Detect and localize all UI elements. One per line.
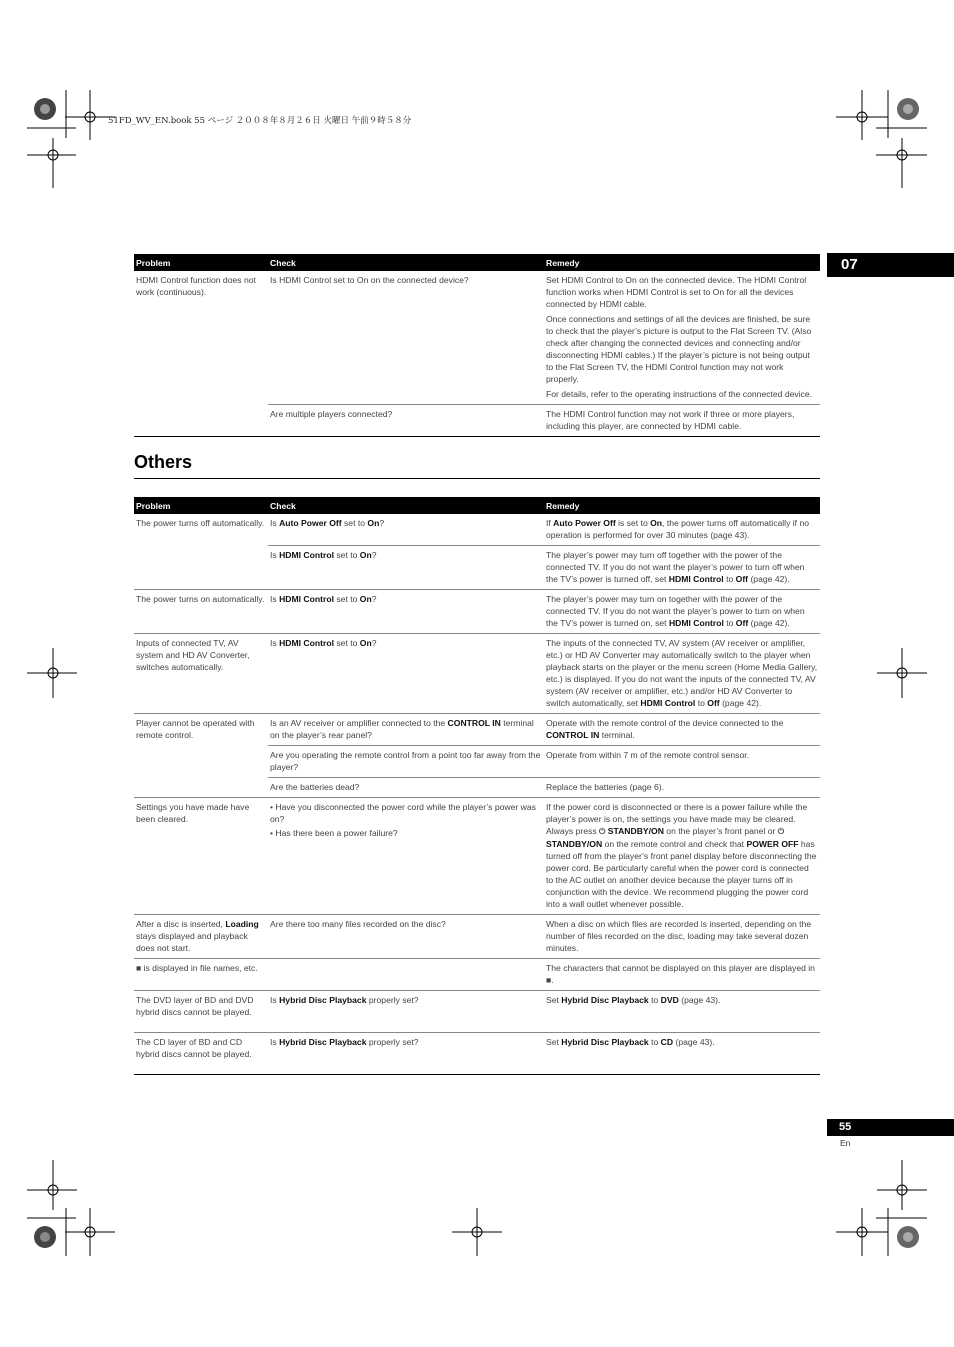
table-row (134, 1033, 820, 1075)
table-row (134, 798, 820, 915)
check-cell: Is Auto Power Off set to On? (268, 514, 544, 546)
remedy-cell: Replace the batteries (page 6). (544, 778, 820, 798)
check-cell: Are the batteries dead? (268, 778, 544, 798)
header-problem: Problem (134, 254, 268, 271)
problem-cell: HDMI Control function does not work (continuous). (134, 271, 268, 437)
remedy-cell: When a disc on which files are recorded is inserted, depending on the number of files recorded on the disc, loading may take several dozen minutes. (544, 915, 820, 959)
remedy-cell: Set Hybrid Disc Playback to DVD (page 43). (544, 991, 820, 1033)
check-cell: Is Hybrid Disc Playback properly set? (268, 1033, 544, 1075)
problem-cell: Player cannot be operated with remote control. (134, 714, 268, 798)
check-cell: Is an AV receiver or amplifier connected to the CONTROL IN terminal on the player’s rear panel? (268, 714, 544, 746)
remedy-cell (544, 271, 820, 405)
check-cell: Is HDMI Control set to On on the connected device? (268, 271, 544, 405)
section-divider (134, 478, 820, 479)
section-title: Others (134, 452, 193, 472)
header-remedy: Remedy (544, 497, 820, 514)
table-row (134, 514, 820, 546)
table-row (134, 590, 820, 634)
remedy-cell: If Auto Power Off is set to On, the power turns off automatically if no operation is performed for over 30 minutes (page 43). (544, 514, 820, 546)
remedy-cell: The inputs of the connected TV, AV system (AV receiver or amplifier, etc.) or HD AV Converter may automatically switch to the player when playback starts on the player or the menu screen (Home Media Gallery, etc.) is displayed. If you do not want the inputs of the connected TV, AV system (AV receiver or amplifier, etc.) and/or HD AV Converter to switch automatically, set HDMI Control to Off (page 42). (544, 634, 820, 714)
header-remedy: Remedy (544, 254, 820, 271)
remedy-cell: If the power cord is disconnected or there is a power failure while the player’s power is on, the settings you have made may be cleared. Always press ⏻ STANDBY/ON on the player’s front panel or ⏻ STANDBY/ON on the remote control and check that POWER OFF has turned off from the player’s front panel display before disconnecting the power cord. Be particularly careful when the power cord is connected to the AC outlet on another device because the player turns off in conjunction with the device. We recommend plugging the power cord into a wall outlet whenever possible. (544, 798, 820, 915)
table-row (134, 634, 820, 714)
check-cell: Is HDMI Control set to On? (268, 634, 544, 714)
remedy-cell: The HDMI Control function may not work if three or more players, including this player, are connected by HDMI cable. (544, 405, 820, 437)
power-icon: ⏻ (599, 827, 606, 836)
header-problem: Problem (134, 497, 268, 514)
table-row (134, 271, 820, 405)
check-cell: Are multiple players connected? (268, 405, 544, 437)
table-row (134, 915, 820, 959)
remedy-paragraph: For details, refer to the operating instructions of the connected device. (546, 389, 813, 399)
header-check: Check (268, 497, 544, 514)
hdmi-troubleshooting-table (134, 254, 820, 437)
remedy-cell: The player’s power may turn off together with the power of the connected TV. If you do not want the player’s power to turn off when the TV’s power is turned off, set HDMI Control to Off (page 42). (544, 546, 820, 590)
file-info-header: 51FD_WV_EN.book 55 ページ ２００８年８月２６日 火曜日 午前９時５８分 (108, 116, 412, 126)
table-row (134, 959, 820, 991)
check-bullet: • Have you disconnected the power cord while the player’s power was on? (270, 802, 536, 824)
remedy-paragraph: Set HDMI Control to On on the connected device. The HDMI Control function works when HDMI Control is set to On for all the devices connected by HDMI cable. (546, 275, 807, 309)
power-icon: ⏻ (777, 827, 785, 836)
problem-cell: After a disc is inserted, Loading stays displayed and playback does not start. (134, 915, 268, 959)
check-cell: Is Hybrid Disc Playback properly set? (268, 991, 544, 1033)
check-cell: Are you operating the remote control from a point too far away from the player? (268, 746, 544, 778)
remedy-cell: Set Hybrid Disc Playback to CD (page 43). (544, 1033, 820, 1075)
remedy-cell: The player’s power may turn on together with the power of the connected TV. If you do not want the player’s power to turn on when the TV’s power is turned on, set HDMI Control to Off (page 42). (544, 590, 820, 634)
table-row (134, 991, 820, 1033)
remedy-cell: Operate from within 7 m of the remote control sensor. (544, 746, 820, 778)
problem-cell: The power turns on automatically. (134, 590, 268, 634)
remedy-cell: The characters that cannot be displayed on this player are displayed in ■. (544, 959, 820, 991)
check-cell: Is HDMI Control set to On? (268, 590, 544, 634)
remedy-paragraph: Once connections and settings of all the devices are finished, be sure to check that the player’s picture is output to the Flat Screen TV. (Also check after changing the connected devices and connecting and/or disconnecting HDMI cables.) If the player’s picture is not being output to the Flat Screen TV, the HDMI Control function may not work properly. (546, 314, 812, 384)
check-cell: Are there too many files recorded on the disc? (268, 915, 544, 959)
check-bullet: • Has there been a power failure? (270, 828, 398, 838)
problem-cell: The DVD layer of BD and DVD hybrid discs cannot be played. (134, 991, 268, 1033)
others-troubleshooting-table (134, 497, 820, 1075)
check-cell (268, 798, 544, 915)
problem-cell: The CD layer of BD and CD hybrid discs cannot be played. (134, 1033, 268, 1075)
check-cell (268, 959, 544, 991)
check-cell: Is HDMI Control set to On? (268, 546, 544, 590)
problem-cell: The power turns off automatically. (134, 514, 268, 590)
page-number: 55 (827, 1119, 954, 1136)
problem-cell: ■ is displayed in file names, etc. (134, 959, 268, 991)
language-label: En (840, 1138, 851, 1148)
remedy-cell: Operate with the remote control of the device connected to the CONTROL IN terminal. (544, 714, 820, 746)
problem-cell: Inputs of connected TV, AV system and HD AV Converter, switches automatically. (134, 634, 268, 714)
problem-cell: Settings you have made have been cleared. (134, 798, 268, 915)
header-check: Check (268, 254, 544, 271)
table-row (134, 714, 820, 746)
chapter-tab: 07 (827, 253, 954, 277)
